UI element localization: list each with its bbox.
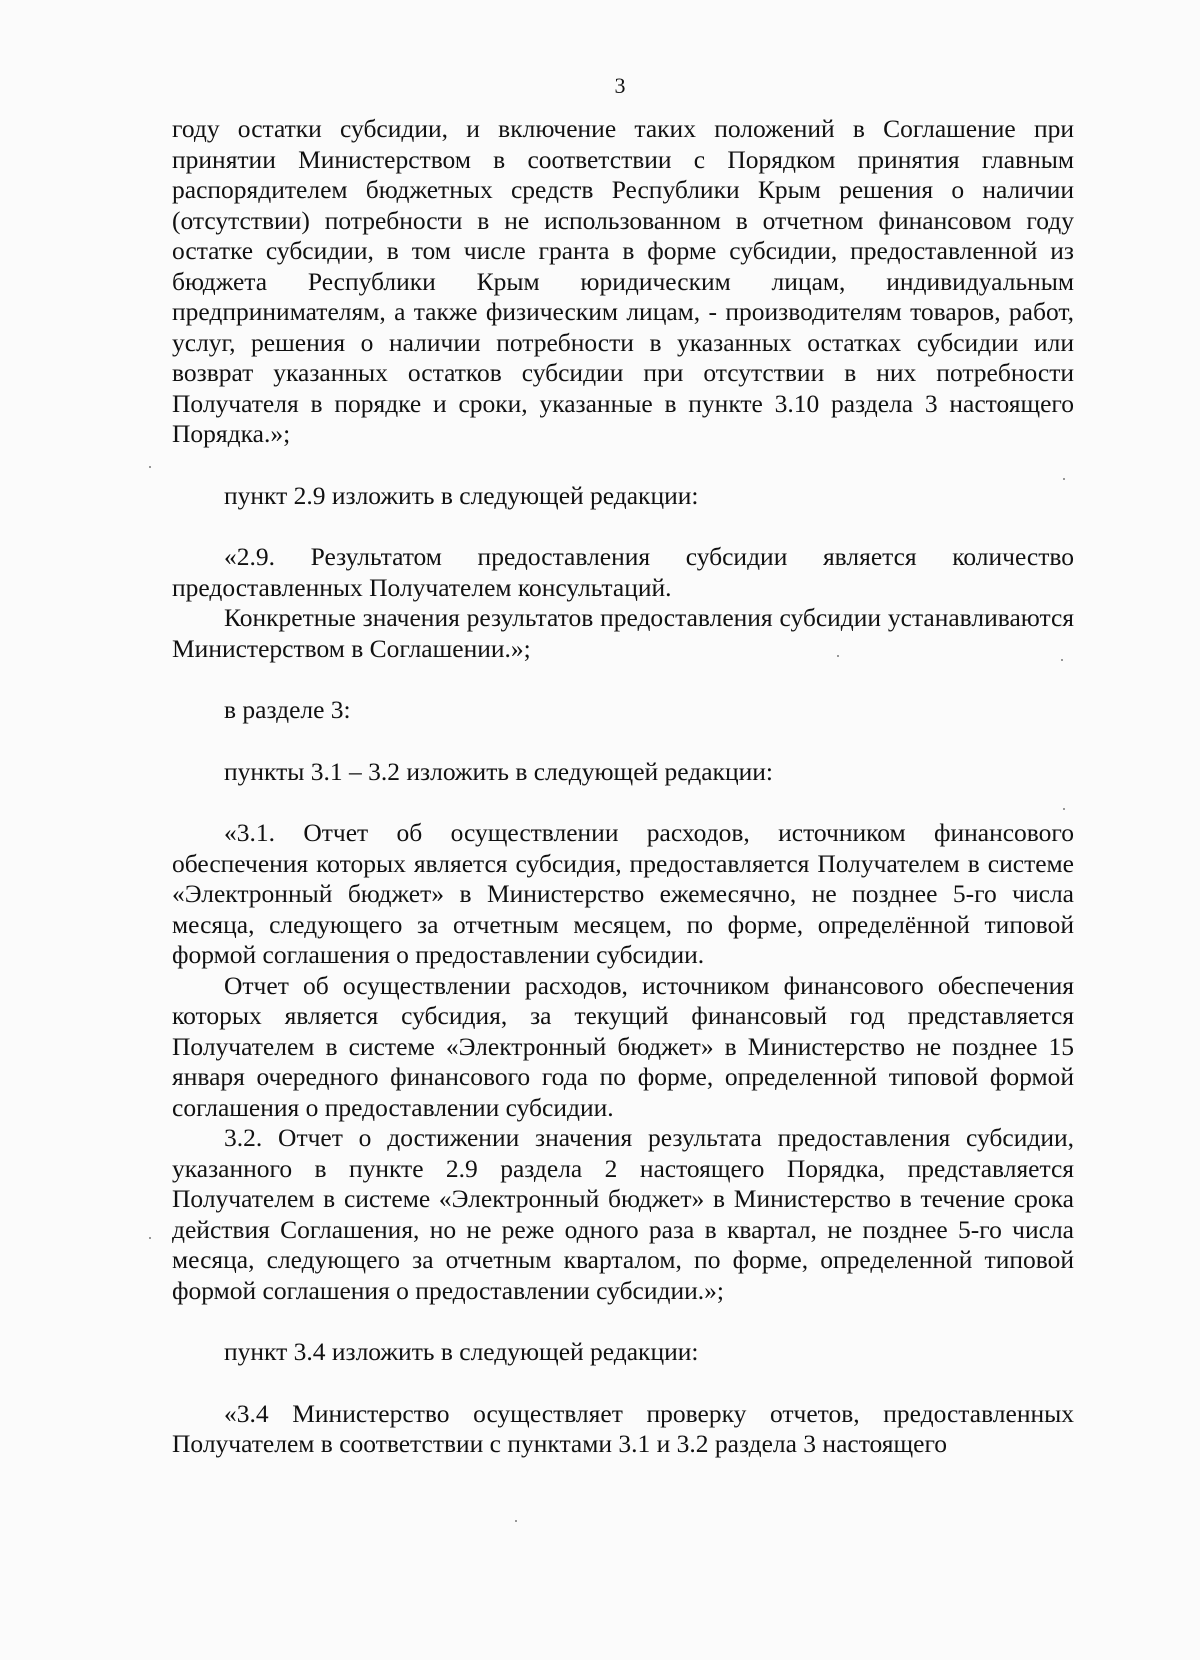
paragraph-3-1-annual-report: Отчет об осуществлении расходов, источником финансового обеспечения которых является субсидия, за текущий финансовый год представляется Получателем в системе «Электронный бюджет» в Министерство не позднее 15 января очередного финансового года по форме, определенной типовой формой соглашения о предоставлении субсидии.: [172, 970, 1074, 1122]
page-number: 3: [614, 73, 626, 98]
paragraph-2-9-values: Конкретные значения результатов предоставления субсидии устанавливаются Министерством в Соглашении.»;: [172, 603, 1074, 663]
scan-speck: [1063, 478, 1065, 480]
paragraph-2-9-result: «2.9. Результатом предоставления субсидии является количество предоставленных Получателем консультаций.: [172, 542, 1074, 602]
paragraph-3-2-result-report: 3.2. Отчет о достижении значения результата предоставления субсидии, указанного в пункте 2.9 раздела 2 настоящего Порядка, представляется Получателем в системе «Электронный бюджет» в Министерство в течение срока действия Соглашения, но не реже одного раза в квартал, не позднее 5-го числа месяца, следующего за отчетным кварталом, по форме, определенной типовой формой соглашения о предоставлении субсидии.»;: [172, 1123, 1074, 1305]
paragraph-section-3-intro: в разделе 3:: [224, 695, 351, 724]
paragraph-amend-3-1-3-2-intro: пункты 3.1 – 3.2 изложить в следующей редакции:: [224, 756, 773, 786]
paragraph-continuation: году остатки субсидии, и включение таких положений в Соглашение при принятии Министерством в соответствии с Порядком принятия главным распорядителем бюджетных средств Республики Крым решения о наличии (отсутствии) потребности в не использованном в отчетном финансовом году остатке субсидии, в том числе гранта в форме субсидии, предоставленной из бюджета Республики Крым юридическим лицам, индивидуальным предпринимателям, а также физическим лицам, - производителям товаров, работ, услуг, решения о наличии потребности в указанных остатках субсидии или возврат указанных остатков субсидии при отсутствии в них потребности Получателя в порядке и сроки, указанные в пункте 3.10 раздела 3 настоящего Порядка.»;: [172, 114, 1074, 448]
scan-speck: [1063, 808, 1065, 810]
scan-speck: [837, 655, 839, 657]
scan-speck: [149, 466, 151, 468]
scan-speck: [1061, 659, 1063, 661]
paragraph-amend-3-4-intro: пункт 3.4 изложить в следующей редакции:: [224, 1337, 699, 1366]
paragraph-3-1-monthly-report: «3.1. Отчет об осуществлении расходов, источником финансового обеспечения которых является субсидия, предоставляется Получателем в системе «Электронный бюджет» в Министерство ежемесячно, не позднее 5-го числа месяца, следующего за отчетным месяцем, по форме, определённой типовой формой соглашения о предоставлении субсидии.: [172, 818, 1074, 969]
scan-speck: [149, 1237, 151, 1239]
document-body: [172, 114, 1074, 1460]
scan-speck: [515, 1520, 517, 1522]
paragraph-3-4-verification: «3.4 Министерство осуществляет проверку отчетов, предоставленных Получателем в соответствии с пунктами 3.1 и 3.2 раздела 3 настоящего: [172, 1398, 1074, 1458]
paragraph-amend-2-9-intro: пункт 2.9 изложить в следующей редакции:: [224, 480, 699, 510]
